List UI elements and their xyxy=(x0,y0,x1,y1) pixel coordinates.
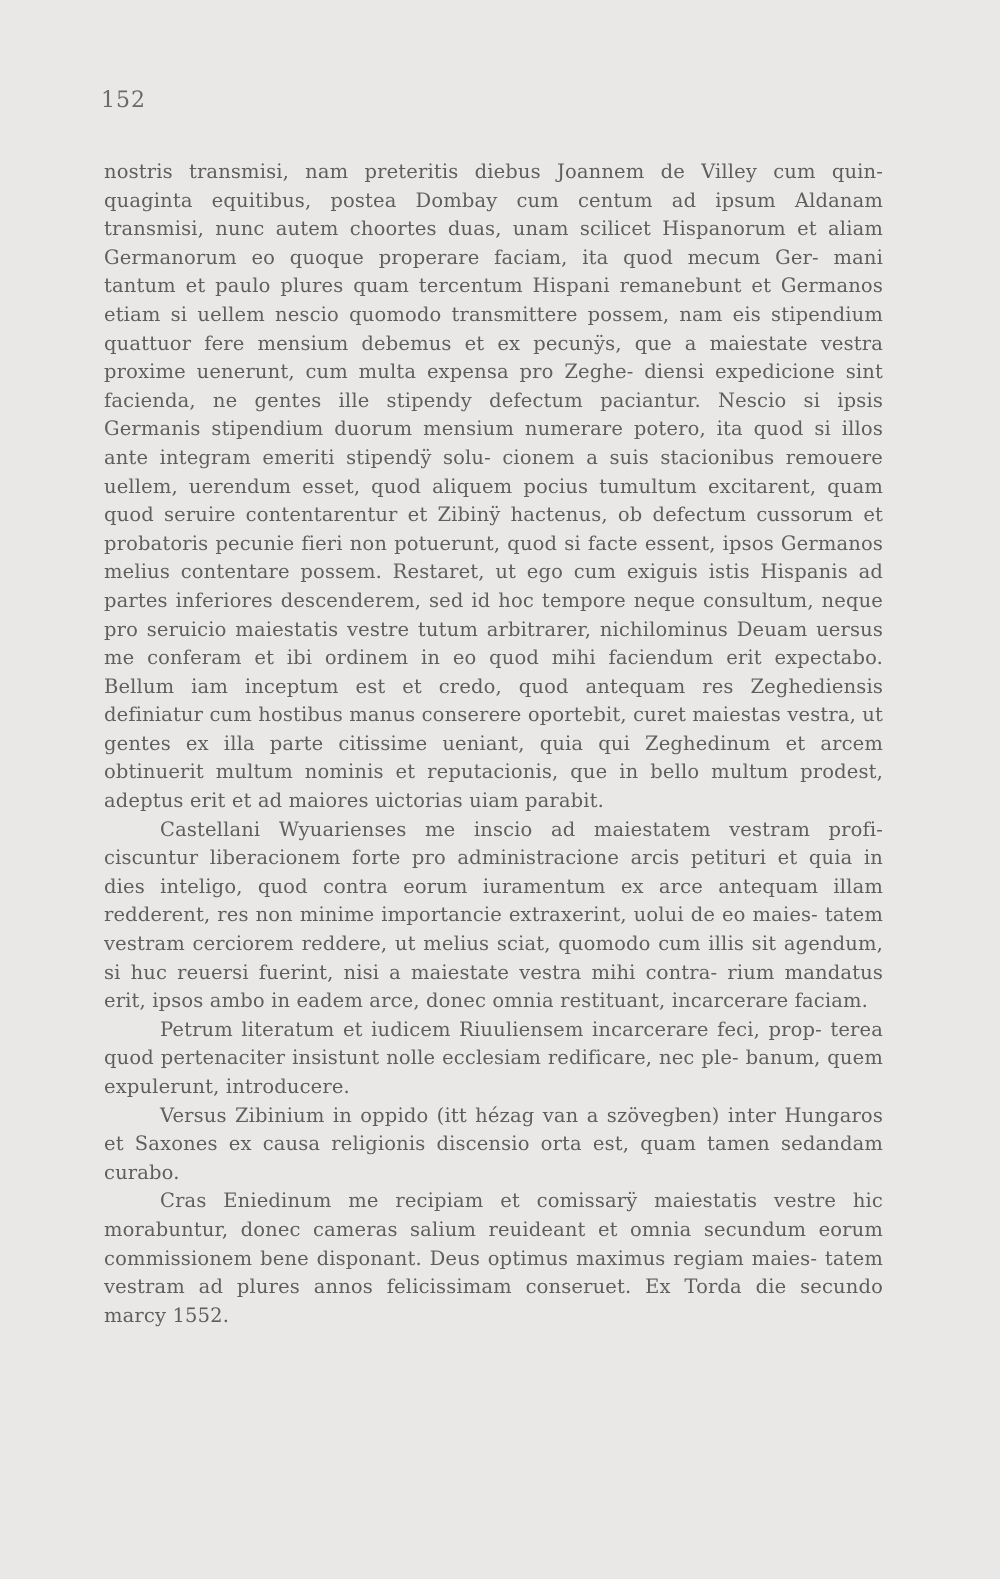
text-line: terea quod pertenaciter insistunt nolle ecclesiam redificare, nec ple- xyxy=(104,1017,883,1070)
text-line: conferam et ibi ordinem in eo quod mihi faciendum erit expectabo. xyxy=(147,646,883,670)
text-line: quaginta equitibus, postea Dombay cum centum ad ipsum Aldanam xyxy=(104,188,883,212)
text-line: Bellum iam inceptum est et credo, quod antequam res Zeghediensis xyxy=(104,674,883,698)
text-line: redderent, res non minime importancie extraxerint, uolui de eo maies- xyxy=(104,903,818,927)
text-line: cionem a suis stacionibus remouere uellem, uerendum esset, quod xyxy=(104,445,883,498)
text-line: Petrum literatum et iudicem Riuuliensem incarcerare feci, prop- xyxy=(160,1017,822,1041)
paragraph-1 xyxy=(104,158,883,816)
text-line: maiestate vestra proxime uenerunt, cum multa expensa pro Zeghe- xyxy=(104,331,883,384)
text-line: Versus Zibinium in oppido (itt hézag van a szövegben) inter xyxy=(160,1103,777,1127)
text-line: Hungaros et Saxones ex causa religionis discensio orta est, quam tamen xyxy=(104,1103,883,1156)
text-line: aliquem pocius tumultum excitarent, quam quod seruire contentarentur xyxy=(104,474,883,527)
text-line: secundo marcy 1552. xyxy=(104,1275,883,1327)
text-line: morabuntur, donec cameras salium reuideant et omnia secundum eorum xyxy=(104,1217,883,1241)
text-line: definiatur cum hostibus manus conserere oportebit, curet maiestas xyxy=(104,703,781,727)
text-line: non potuerunt, quod si facte essent, ipsos Germanos melius contentare xyxy=(104,531,883,584)
text-line: numerare potero, ita quod si illos ante integram emeriti stipendÿ solu- xyxy=(104,417,883,469)
paragraph-4 xyxy=(104,1102,883,1188)
page-number: 152 xyxy=(101,88,146,113)
text-line: transmisi, nunc autem choortes duas, unam scilicet Hispanorum et xyxy=(104,217,817,241)
text-line: aliam Germanorum eo quoque properare faciam, ita quod mecum Ger- xyxy=(104,217,883,269)
text-line: et Zibinÿ hactenus, ob defectum cussorum et probatoris pecunie fieri xyxy=(104,503,883,555)
letter-body xyxy=(104,158,883,1330)
text-line: possem. Restaret, ut ego cum exiguis istis Hispanis ad partes inferiores xyxy=(104,560,883,612)
text-line: Germanos etiam si uellem nescio quomodo transmittere possem, nam xyxy=(104,274,883,326)
text-line: tatem vestram cerciorem reddere, ut melius sciat, quomodo cum illis xyxy=(104,903,883,956)
text-line: Castellani Wyuarienses me inscio ad maiestatem vestram profi- xyxy=(160,817,883,841)
text-line: banum, quem expulerunt, introducere. xyxy=(104,1046,883,1098)
text-line: eis stipendium quattuor fere mensium debemus et ex pecunÿs, que a xyxy=(104,302,883,355)
text-line: in dies inteligo, quod contra eorum iuramentum ex arce antequam illam xyxy=(104,846,883,898)
text-line: et arcem obtinuerit multum nominis et reputacionis, que in bello xyxy=(104,731,883,784)
text-line: incarcerare faciam. xyxy=(671,989,868,1013)
text-line: sit agendum, si huc reuersi fuerint, nisi a maiestate vestra mihi contra- xyxy=(104,932,883,984)
text-line: maiestatis vestre tutum arbitrarer, nichilominus Deuam uersus me xyxy=(104,617,883,670)
text-line: diensi expedicione sint facienda, ne gentes ille stipendy defectum xyxy=(104,360,883,412)
paragraph-5 xyxy=(104,1187,883,1330)
paragraph-3 xyxy=(104,1016,883,1102)
text-line: paciantur. Nescio si ipsis Germanis stipendium duorum mensium xyxy=(104,388,883,441)
text-line: vestra, ut gentes ex illa parte citissime ueniant, quia qui Zeghedinum xyxy=(104,703,883,755)
text-line: mani tantum et paulo plures quam tercentum Hispani remanebunt et xyxy=(104,245,883,298)
text-line: sedandam curabo. xyxy=(104,1132,883,1184)
text-line: descenderem, sed id hoc tempore neque consultum, neque pro seruicio xyxy=(104,588,883,641)
text-line: commissionem bene disponant. Deus optimus maximus regiam maies- xyxy=(104,1246,818,1270)
text-line: Cras Eniedinum me recipiam et comissarÿ maiestatis vestre hic xyxy=(160,1189,883,1213)
text-line: rium mandatus erit, ipsos ambo in eadem arce, donec omnia restituant, xyxy=(104,960,883,1013)
text-line: ciscuntur liberacionem forte pro administracione arcis petituri et quia xyxy=(104,846,853,870)
text-line: multum prodest, adeptus erit et ad maiores uictorias uiam parabit. xyxy=(104,760,883,813)
text-line: nostris transmisi, nam preteritis diebus Joannem de Villey cum quin- xyxy=(104,160,883,183)
paragraph-2 xyxy=(104,816,883,1016)
text-line: tatem vestram ad plures annos felicissimam conseruet. Ex Torda die xyxy=(104,1246,883,1299)
